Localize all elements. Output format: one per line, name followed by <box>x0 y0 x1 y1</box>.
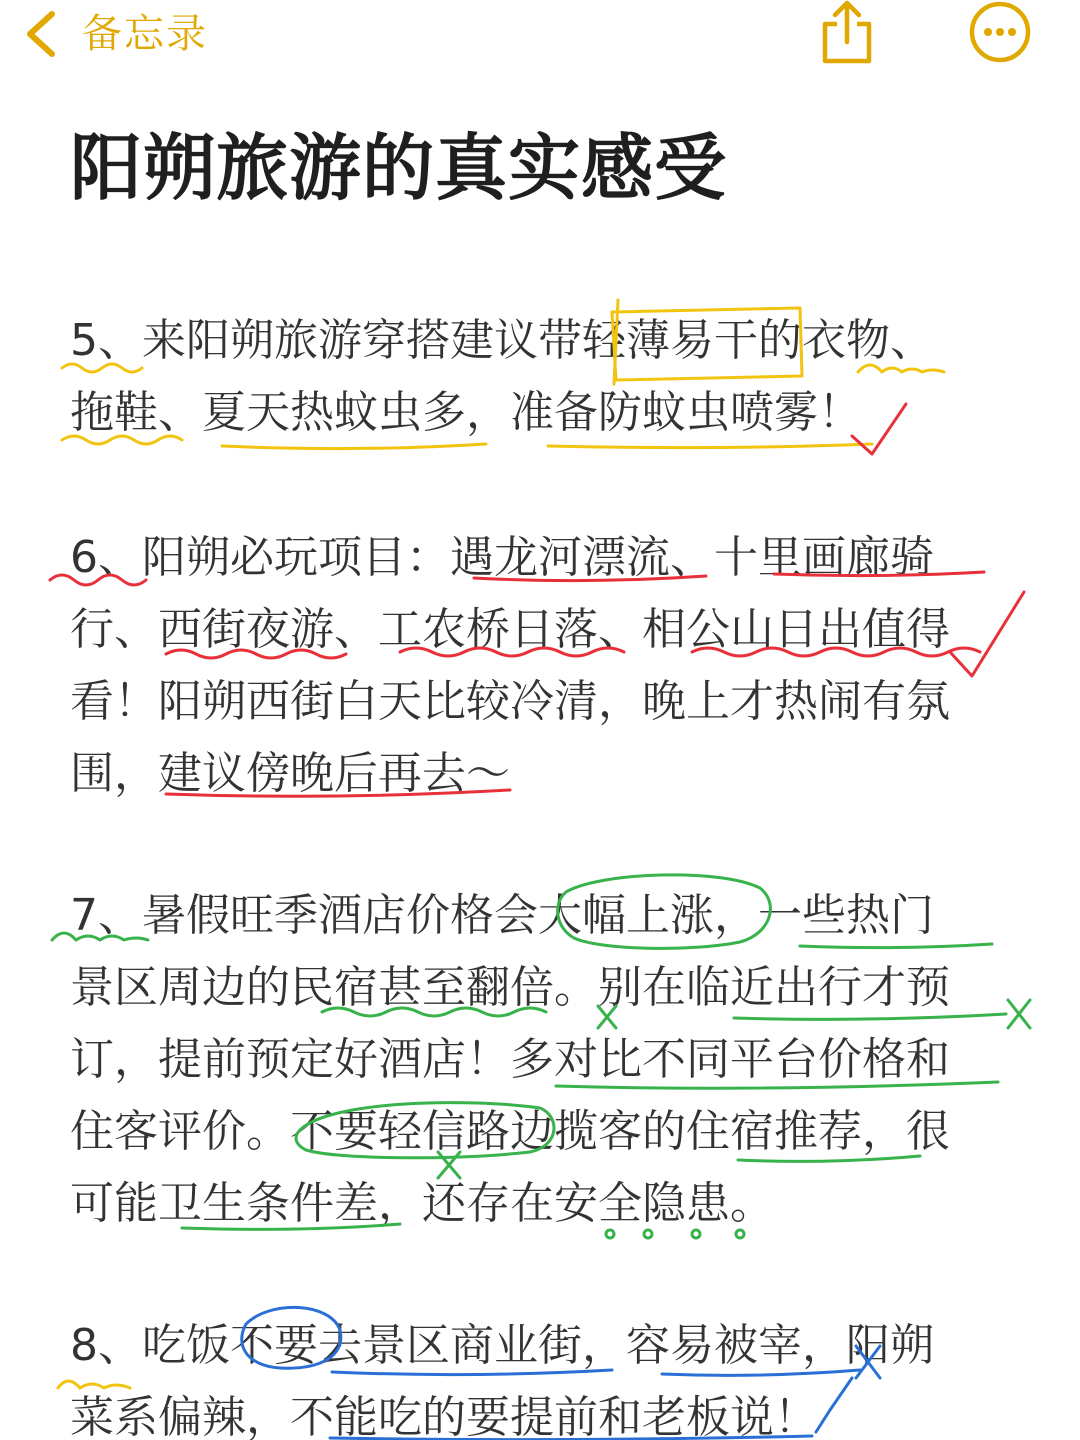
note-line: 可能卫生条件差，还存在安全隐患。 <box>70 1178 774 1229</box>
note-line: 订，提前预定好酒店！多对比不同平台价格和 <box>70 1034 950 1085</box>
chevron-left-icon <box>22 8 60 60</box>
navigation-bar <box>0 0 1080 70</box>
note-line: 住客评价。不要轻信路边揽客的住宿推荐，很 <box>70 1106 950 1157</box>
note-line: 7、暑假旺季酒店价格会大幅上涨，一些热门 <box>70 890 934 941</box>
note-line: 6、阳朔必玩项目：遇龙河漂流、十里画廊骑 <box>70 532 934 583</box>
back-button[interactable] <box>22 8 208 60</box>
note-line: 行、西街夜游、工农桥日落、相公山日出值得 <box>70 604 950 655</box>
note-line: 8、吃饭不要去景区商业街，容易被宰，阳朔 <box>70 1320 934 1371</box>
share-icon[interactable] <box>818 0 876 66</box>
note-line: 拖鞋、夏天热蚊虫多，准备防蚊虫喷雾！ <box>70 387 862 438</box>
note-title: 阳朔旅游的真实感受 <box>70 126 728 210</box>
note-line: 景区周边的民宿甚至翻倍。别在临近出行才预 <box>70 962 950 1013</box>
note-line: 看！阳朔西街白天比较冷清，晚上才热闹有氛 <box>70 676 950 727</box>
note-paragraph-6[interactable] <box>70 522 1030 810</box>
more-icon[interactable] <box>968 0 1032 64</box>
note-line: 菜系偏辣，不能吃的要提前和老板说！ <box>70 1392 818 1440</box>
note-line: 5、来阳朔旅游穿搭建议带轻薄易干的衣物、 <box>70 315 934 366</box>
note-paragraph-5[interactable] <box>70 305 1030 449</box>
note-line: 围，建议傍晚后再去～ <box>70 748 510 799</box>
note-paragraph-7[interactable] <box>70 880 1030 1240</box>
back-label: 备忘录 <box>82 11 208 57</box>
note-paragraph-8[interactable] <box>70 1310 1030 1440</box>
